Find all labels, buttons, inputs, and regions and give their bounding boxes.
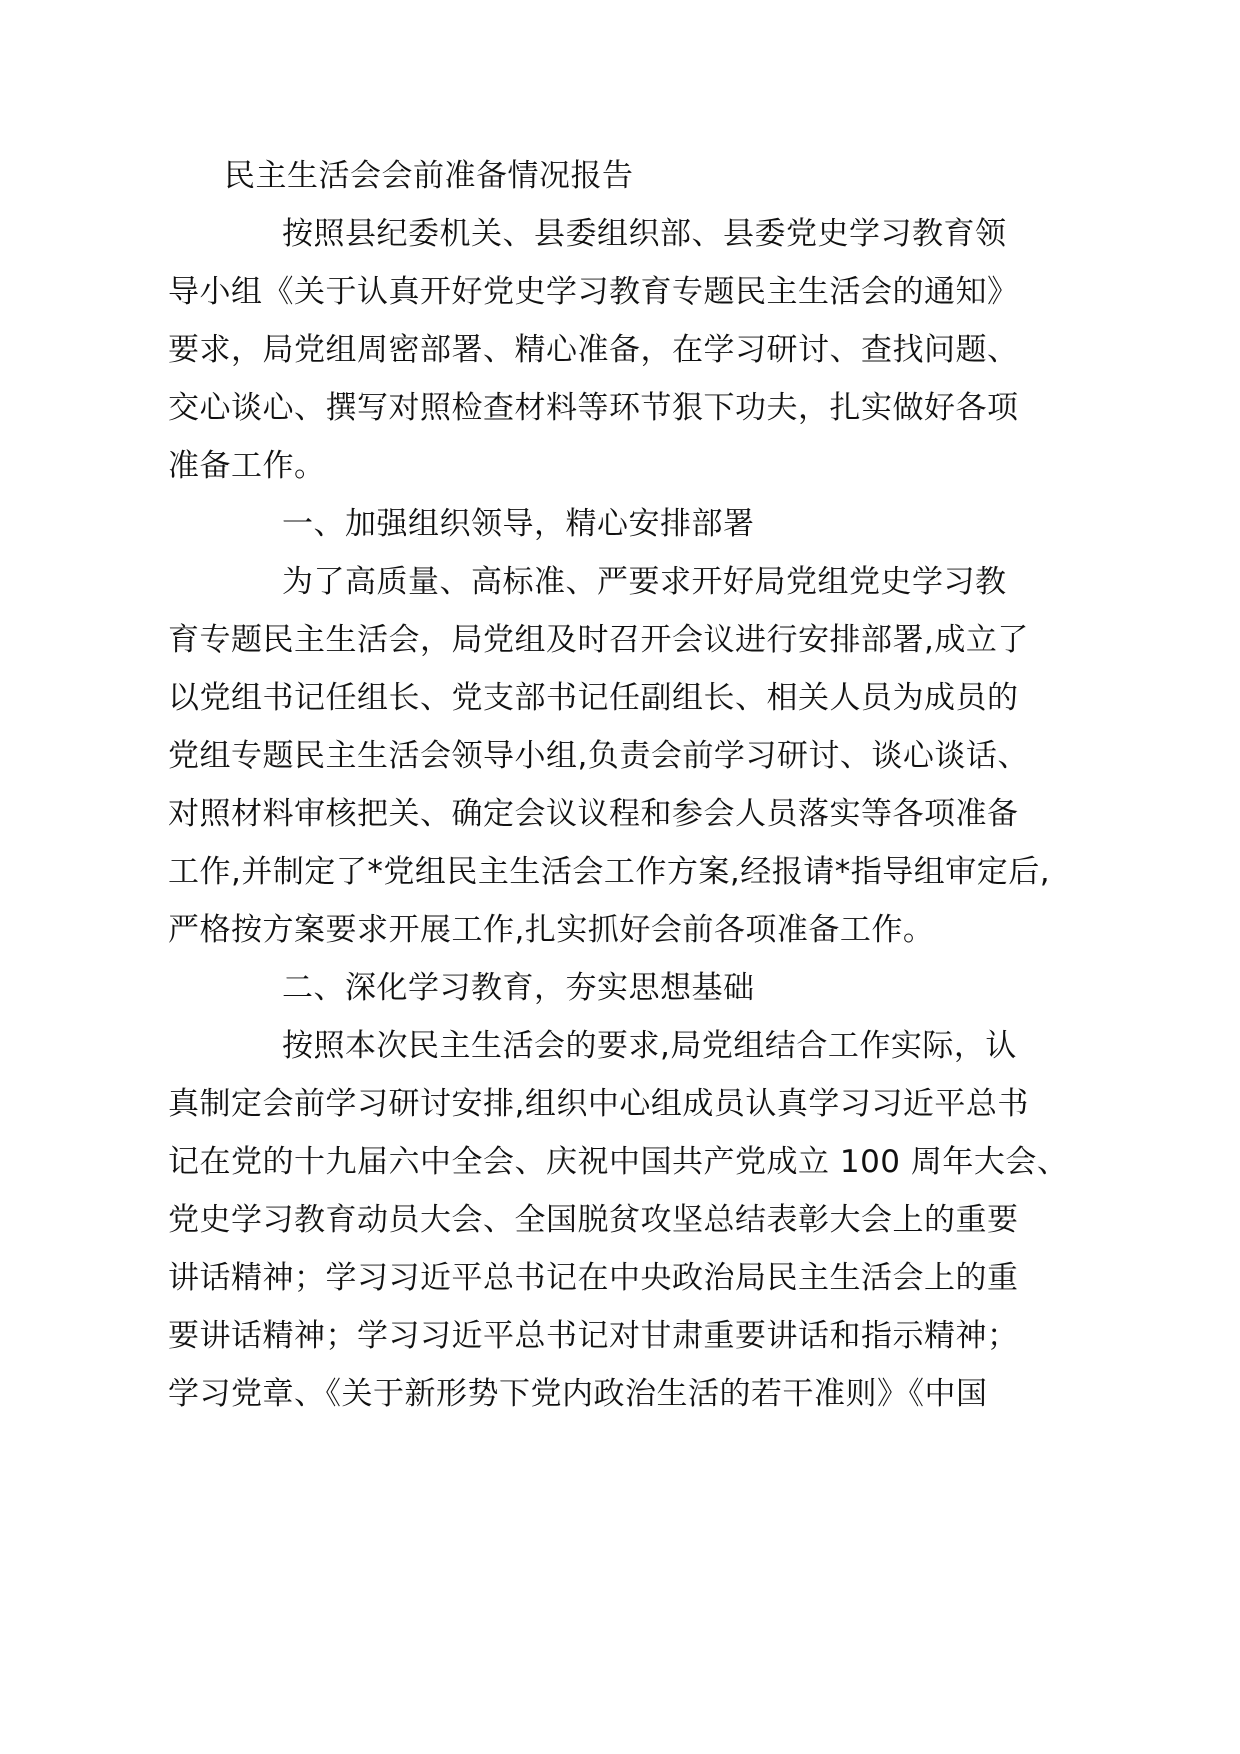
text-line: 严格按方案要求开展工作,扎实抓好会前各项准备工作。 (168, 912, 935, 948)
text-line: 要讲话精神；学习习近平总书记对甘肃重要讲话和指示精神； (168, 1318, 1019, 1354)
text-line: 为了高质量、高标准、严要求开好局党组党史学习教 (282, 564, 1007, 600)
text-line: 对照材料审核把关、确定会议议程和参会人员落实等各项准备 (168, 796, 1019, 832)
text-line: 记在党的十九届六中全会、庆祝中国共产党成立 100 周年大会、 (168, 1144, 1069, 1180)
text-line: 准备工作。 (168, 448, 326, 484)
section-heading-2: 二、深化学习教育，夯实思想基础 (282, 970, 755, 1006)
document-title: 民主生活会会前准备情况报告 (224, 158, 634, 194)
text-line: 交心谈心、撰写对照检查材料等环节狠下功夫，扎实做好各项 (168, 390, 1019, 426)
text-line: 育专题民主生活会，局党组及时召开会议进行安排部署,成立了 (168, 622, 1029, 658)
text-line: 按照县纪委机关、县委组织部、县委党史学习教育领 (282, 216, 1007, 252)
text-line: 真制定会前学习研讨安排,组织中心组成员认真学习习近平总书 (168, 1086, 1029, 1122)
text-line: 工作,并制定了*党组民主生活会工作方案,经报请*指导组审定后, (168, 854, 1051, 890)
text-line: 要求，局党组周密部署、精心准备，在学习研讨、查找问题、 (168, 332, 1019, 368)
text-line: 党史学习教育动员大会、全国脱贫攻坚总结表彰大会上的重要 (168, 1202, 1019, 1238)
text-line: 党组专题民主生活会领导小组,负责会前学习研讨、谈心谈话、 (168, 738, 1029, 774)
text-line: 按照本次民主生活会的要求,局党组结合工作实际，认 (282, 1028, 1017, 1064)
text-line: 讲话精神；学习习近平总书记在中央政治局民主生活会上的重 (168, 1260, 1019, 1296)
text-line: 以党组书记任组长、党支部书记任副组长、相关人员为成员的 (168, 680, 1019, 716)
text-line: 导小组《关于认真开好党史学习教育专题民主生活会的通知》 (168, 274, 1019, 310)
text-line: 学习党章、《关于新形势下党内政治生活的若干准则》《中国 (168, 1376, 988, 1412)
section-heading-1: 一、加强组织领导，精心安排部署 (282, 506, 755, 542)
